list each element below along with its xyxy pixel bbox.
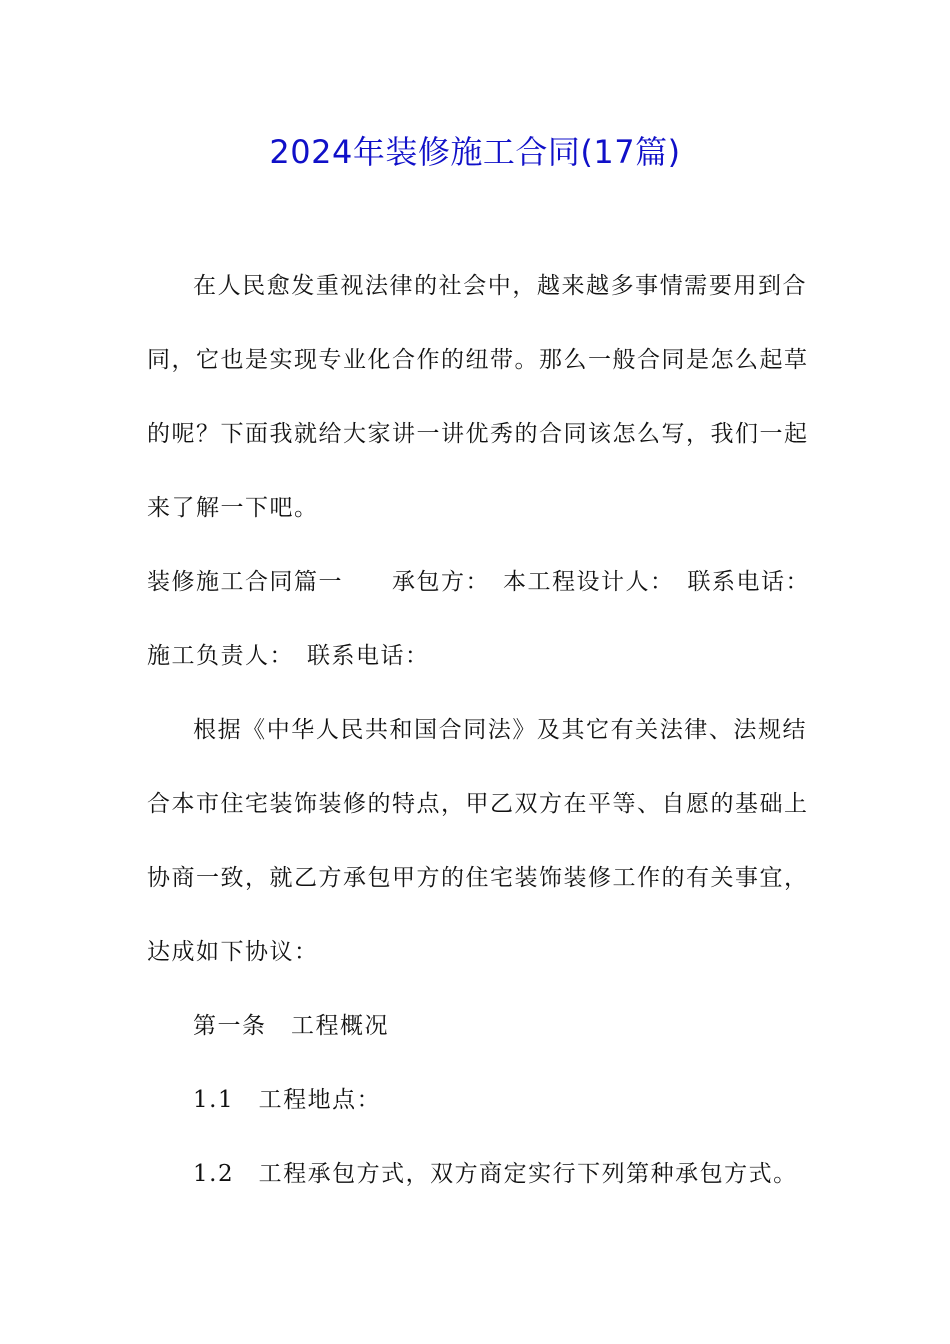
paragraph-line: 达成如下协议： — [147, 939, 319, 965]
paragraph-line: 在人民愈发重视法律的社会中，越来越多事情需要用到合 — [193, 273, 807, 299]
paragraph-line: 合本市住宅装饰装修的特点，甲乙双方在平等、自愿的基础上 — [147, 791, 809, 817]
section-heading: 第一条 工程概况 — [193, 1013, 389, 1039]
clause-line: 1.2 工程承包方式，双方商定实行下列第种承包方式。 — [193, 1161, 798, 1187]
paragraph-line: 根据《中华人民共和国合同法》及其它有关法律、法规结 — [193, 717, 807, 743]
paragraph-line: 协商一致，就乙方承包甲方的住宅装饰装修工作的有关事宜， — [147, 865, 809, 891]
contract-header-line: 施工负责人： 联系电话： — [147, 643, 430, 669]
document-title: 2024年装修施工合同(17篇) — [269, 133, 681, 171]
clause-line: 1.1 工程地点： — [193, 1087, 382, 1113]
paragraph-line: 来了解一下吧。 — [147, 495, 319, 521]
paragraph-line: 同，它也是实现专业化合作的纽带。那么一般合同是怎么起草 — [147, 347, 809, 373]
paragraph-line: 的呢？下面我就给大家讲一讲优秀的合同该怎么写，我们一起 — [147, 421, 809, 447]
contract-header-line: 装修施工合同篇一 承包方： 本工程设计人： 联系电话： — [147, 569, 810, 595]
